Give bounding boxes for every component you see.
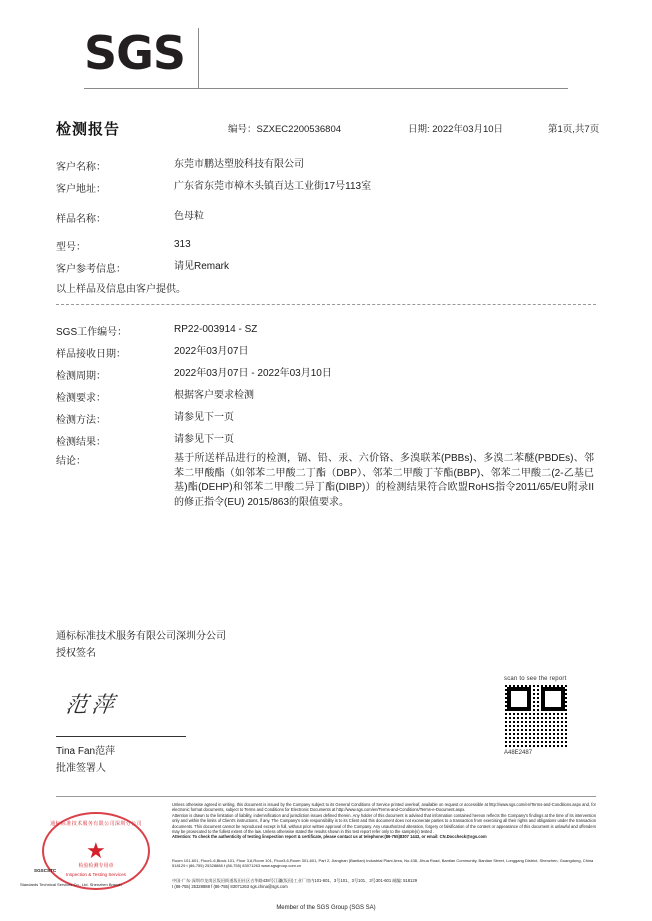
field-value: 色母粒 xyxy=(174,211,204,222)
footer-contact-text: Attention: To check the authenticity of testing /inspection report & certificate, please contact us at telephone:(86-755)8307 1443, or email: CN.Doccheck@sgs.com xyxy=(172,834,487,840)
logo-divider-tick xyxy=(198,28,199,88)
signature-line xyxy=(56,736,186,737)
report-number: 编号：SZXEC2200536804 xyxy=(228,124,342,135)
field-value: 313 xyxy=(174,239,191,250)
signing-company: 通标标准技术服务有限公司深圳分公司 xyxy=(56,631,226,642)
field-value: 2022年03月07日 - 2022年03月10日 xyxy=(174,368,332,379)
signer-role: 批准签署人 xyxy=(56,763,106,774)
footer-address-cn xyxy=(172,878,596,889)
field-label: 检测结果： xyxy=(56,437,106,448)
field-label: 结论： xyxy=(56,456,86,467)
field-label: SGS工作编号： xyxy=(56,327,128,338)
field-label: 检测方法： xyxy=(56,415,106,426)
field-label: 样品接收日期： xyxy=(56,349,126,360)
section-divider xyxy=(56,304,596,305)
qr-caption: scan to see the report xyxy=(504,676,567,682)
lab-sgs-mark: SGSCSTC xyxy=(34,868,57,873)
footer-terms xyxy=(172,802,596,840)
field-label: 检测要求： xyxy=(56,393,106,404)
conclusion-text: 基于所送样品进行的检测，镉、铅、汞、六价铬、多溴联苯(PBBs)、多溴二苯醚(PBDEs)、邻苯二甲酸酯（如邻苯二甲酸二丁酯（DBP）、邻苯二甲酸丁苄酯(BBP)、邻苯二甲酸二(2-乙基已基)酯(DEHP)和邻苯二甲酸二异丁酯(DIBP)）的检测结果符合欧盟RoHS指令2011/65/EU附录II的修正指令(EU) 2015/863的限值要求。 xyxy=(174,453,594,508)
stamp-top-text: 通标标准技术服务有限公司深圳分公司 xyxy=(50,821,142,827)
footer-group-line: Member of the SGS Group (SGS SA) xyxy=(276,905,376,911)
signer-name: Tina Fan范萍 xyxy=(56,746,116,757)
stamp-bottom-text: Inspection & Testing Services xyxy=(66,872,126,877)
inspection-stamp xyxy=(42,812,150,890)
sample-provided-note: 以上样品及信息由客户提供。 xyxy=(56,284,186,295)
field-label: 客户参考信息： xyxy=(56,264,126,275)
stamp-mid-text: 检验检测专用章 xyxy=(78,863,114,869)
star-icon: ★ xyxy=(86,838,106,863)
sgs-logo xyxy=(84,28,204,82)
field-value: 东莞市鹏达塑胶科技有限公司 xyxy=(174,159,304,170)
handwritten-signature: 范萍 xyxy=(63,693,120,718)
field-value: 请参见下一页 xyxy=(174,434,234,445)
page-count: 第1页,共7页 xyxy=(548,124,600,135)
field-value: 请见Remark xyxy=(174,261,230,272)
footer-address-en-text: Room 101-601, Floor1-6,Block 101, Floor 3,6,Room 101, Floor3,6,Room 301-601, Part 2, Jianghan (Bantian) Industrial Plant Area, No.438, Jihua Road, Bantian Community, Bantian Street, Longgang District, Shenzhen, Guangdong, China 518129 xyxy=(172,858,594,869)
field-value: 请参见下一页 xyxy=(174,412,234,423)
sgs-logo-text: SGS xyxy=(84,26,186,80)
lab-name-line1: Standards Technical Services Co., Ltd. Shenzhen Branch xyxy=(20,882,122,887)
lab-name xyxy=(20,882,170,887)
field-value: RP22-003914 - SZ xyxy=(174,324,258,335)
page-title: 检测报告 xyxy=(56,121,121,138)
footer-phone-cn-text: t (86-755) 25328888 f (86-755) 83071263 sgs.china@sgs.com xyxy=(172,883,288,889)
header-rule xyxy=(84,88,568,89)
field-label: 型号： xyxy=(56,242,86,253)
footer-address-cn-text: 中国·广东·深圳市龙岗区坂田街道坂田社区吉华路438号江疆(坂田)工业厂房内101-601、3号101、3号101、3号301-601 邮编: 518129 xyxy=(172,878,418,883)
footer-attention-text: Attention is drawn to the limitation of liability, indemnification and jurisdiction issues defined therein. Any holder of this document is advised that information contained hereon reflects the Company's findings at the time of its intervention only and within the limits of Client's instructions, if any. The Company's sole responsibility is to its Client and this document does not exonerate parties to a transaction from exercising all their rights and obligations under the transaction documents. This document cannot be reproduced except in full, without prior written approval of the Company. Any unauthorized alteration, forgery or falsification of the content or appearance of this document is unlawful and offenders may be prosecuted to the fullest extent of the law. Unless otherwise stated the results shown in this test report refer only to the sample(s) tested . xyxy=(172,812,596,835)
footer-phone-en-text: t (86-755) 25328888 f (86-755) 83071263 www.sgsgroup.com.cn xyxy=(186,863,302,869)
field-value: 广东省东莞市樟木头镇百达工业街17号113室 xyxy=(174,181,372,192)
field-value: 根据客户要求检测 xyxy=(174,390,254,401)
field-label: 客户名称： xyxy=(56,162,106,173)
footer-rule xyxy=(56,796,596,797)
title-row xyxy=(56,118,600,140)
report-date: 日期: 2022年03月10日 xyxy=(408,124,504,135)
footer-terms-text: Unless otherwise agreed in writing, this document is issued by the Company subject to its General Conditions of Service printed overleaf, available on request or accessible at http://www.sgs.com/en/Terms-and-Conditions.aspx and, for electronic format documents, subject to Terms and Conditions for Electronic Documents at http://www.sgs.com/en/Terms-and-Conditions/Terms-e-Document.aspx. xyxy=(172,802,596,813)
qr-code-label: A48E2487 xyxy=(504,750,533,756)
qr-code-icon[interactable] xyxy=(504,684,568,748)
footer-address-en xyxy=(172,858,596,869)
field-label: 样品名称： xyxy=(56,214,106,225)
field-value: 2022年03月07日 xyxy=(174,346,249,357)
field-label: 客户地址： xyxy=(56,184,106,195)
field-label: 检测周期： xyxy=(56,371,106,382)
authorized-signature-label: 授权签名 xyxy=(56,648,96,659)
